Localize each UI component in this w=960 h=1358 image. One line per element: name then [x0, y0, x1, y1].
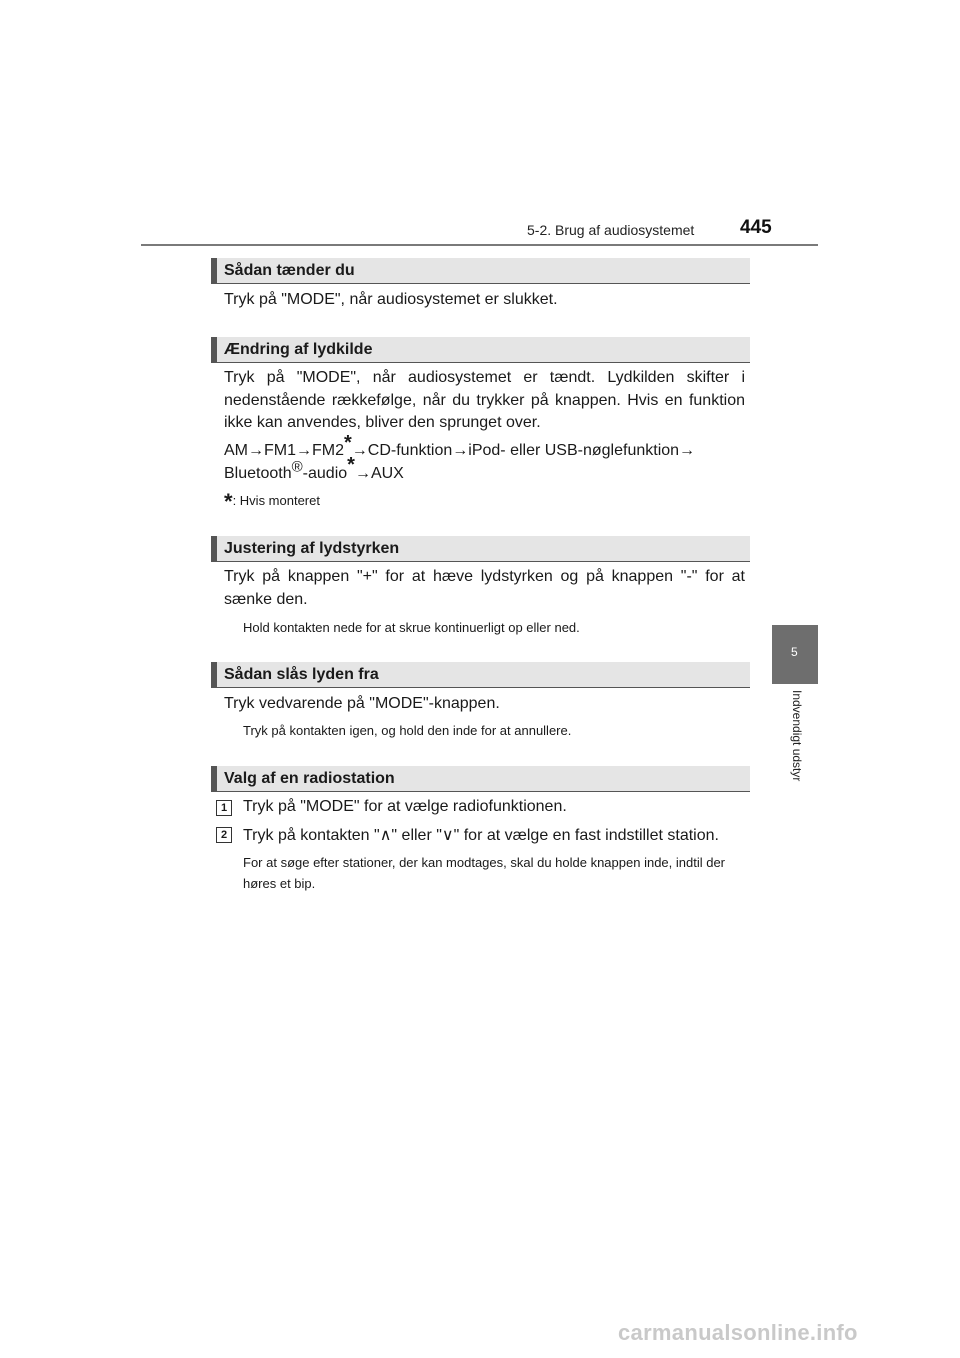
- paragraph-power-on: Tryk på "MODE", når audiosystemet er slukket.: [224, 291, 558, 308]
- step-number-box: 1: [216, 800, 232, 816]
- sequence-part: →AUX: [354, 464, 404, 482]
- sequence-part: →CD-funktion→iPod- eller USB-nøglefunktion→: [351, 442, 696, 459]
- header-rule: [141, 244, 818, 246]
- asterisk-mark: *: [347, 454, 355, 477]
- chapter-tab-number: 5: [791, 645, 798, 659]
- page-number: 445: [740, 217, 772, 238]
- section-heading-text: Ændring af lydkilde: [224, 341, 373, 358]
- chapter-title: 5-2. Brug af audiosystemet: [527, 222, 695, 238]
- section-heading-volume: [211, 536, 750, 562]
- section-heading-radio: [211, 766, 750, 792]
- section-heading-text: Justering af lydstyrken: [224, 540, 400, 557]
- section-heading-change-source: [211, 337, 750, 363]
- chapter-tab-label: Indvendigt udstyr: [790, 690, 804, 782]
- section-heading-power-on: [211, 258, 750, 284]
- asterisk-mark: *: [344, 431, 352, 454]
- watermark: carmanualsonline.info: [618, 1320, 858, 1345]
- sequence-part: AM→FM1→FM2: [224, 442, 344, 459]
- chapter-tab: [772, 625, 818, 684]
- section-heading-text: Sådan slås lyden fra: [224, 666, 379, 683]
- footnote: [224, 489, 320, 514]
- section-heading-mute: [211, 662, 750, 688]
- sequence-part: -audio: [302, 464, 348, 482]
- registered-mark: ®: [291, 458, 303, 476]
- page-header: [0, 212, 960, 244]
- note-mute: Tryk på kontakten igen, og hold den inde for at annullere.: [243, 723, 572, 738]
- section-heading-text: Valg af en radiostation: [224, 770, 395, 787]
- step-text: Tryk på "MODE" for at vælge radiofunktionen.: [243, 798, 567, 815]
- paragraph-change-source: Tryk på "MODE", når audiosystemet er tændt. Lydkilden skifter i nedenstående rækkefølge, når du trykker på knappen. Hvis en funktion ikke kan anvendes, bliver den sprunget over.: [224, 369, 745, 431]
- paragraph-mute: Tryk vedvarende på "MODE"-knappen.: [224, 695, 500, 712]
- note-radio-seek: For at søge efter stationer, der kan modtages, skal du holde knappen inde, indtil der høres et bip.: [243, 855, 726, 891]
- step-text: Tryk på kontakten "∧" eller "∨" for at vælge en fast indstillet station.: [243, 827, 719, 844]
- footnote-star: *: [224, 489, 233, 514]
- source-sequence: [224, 431, 745, 485]
- step-number-box: 2: [216, 827, 232, 843]
- footnote-text: : Hvis monteret: [232, 493, 320, 508]
- section-heading-text: Sådan tænder du: [224, 262, 355, 279]
- sequence-part: Bluetooth: [224, 464, 292, 482]
- paragraph-volume: Tryk på knappen "+" for at hæve lydstyrken og på knappen "-" for at sænke den.: [224, 568, 745, 608]
- note-volume: Hold kontakten nede for at skrue kontinuerligt op eller ned.: [243, 620, 580, 635]
